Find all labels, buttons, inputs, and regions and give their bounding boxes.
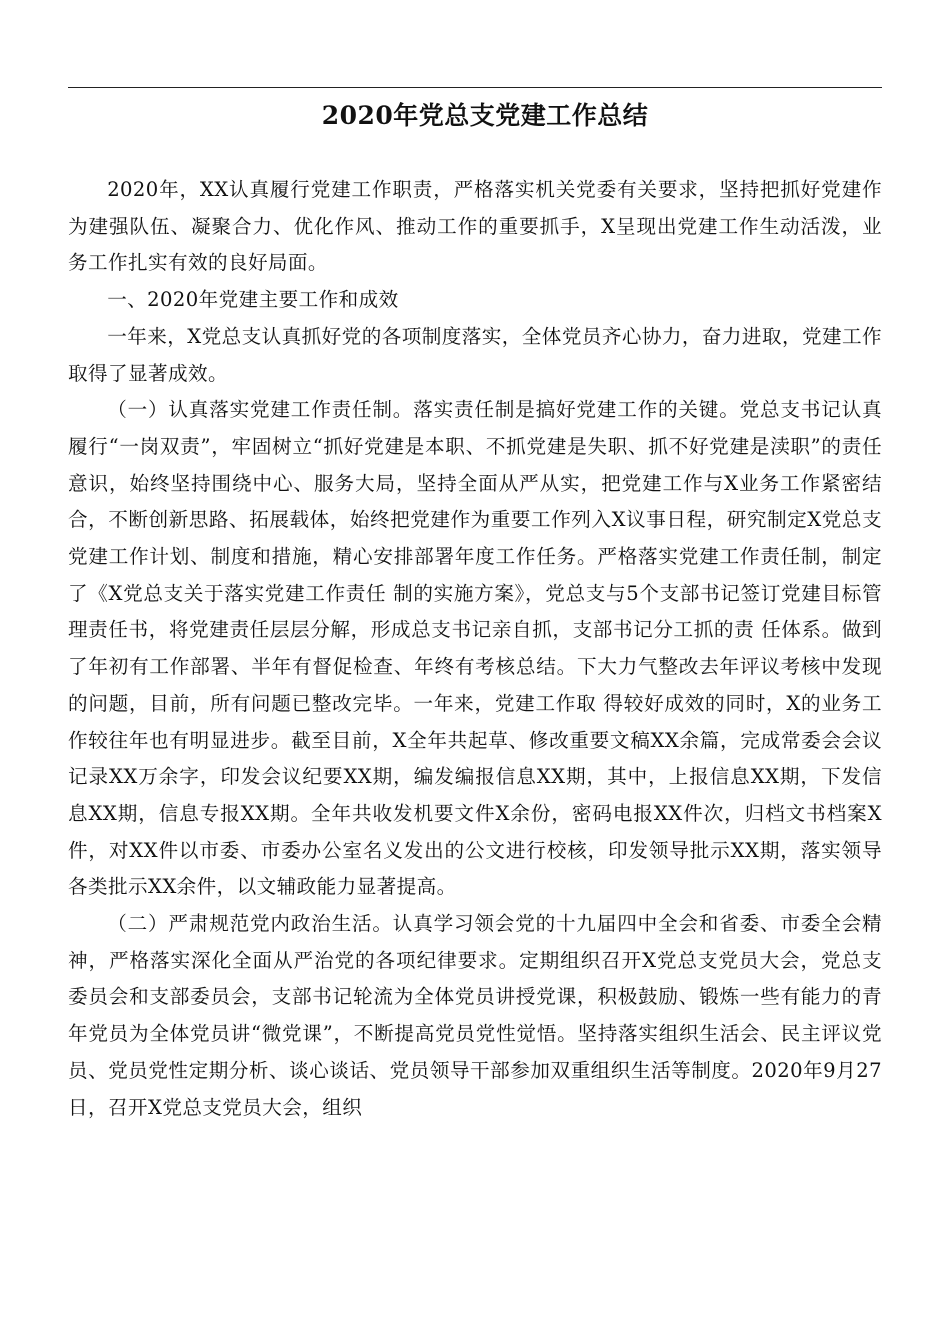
header-rule (68, 87, 882, 88)
intro-paragraph: 2020年，XX认真履行党建工作职责，严格落实机关党委有关要求，坚持把抓好党建作为建强队伍、凝聚合力、优化作风、推动工作的重要抓手，X呈现出党建工作生动活泼，业务工作扎实有效的良好局面。 (68, 178, 882, 275)
section-heading: 一、2020年党建主要工作和成效 (107, 288, 399, 312)
document-body (68, 172, 882, 1126)
political-life-paragraph: （二）严肃规范党内政治生活。认真学习领会党的十九届四中全会和省委、市委全会精神，严格落实深化全面从严治党的各项纪律要求。定期组织召开X党总支党员大会，党总支委员会和支部委员会，支部书记轮流为全体党员讲授党课，积极鼓励、锻炼一些有能力的青年党员为全体党员讲“微党课”，不断提高党员党性觉悟。坚持落实组织生活会、民主评议党员、党员党性定期分析、谈心谈话、党员领导干部参加双重组织生活等制度。2020年9月27日，召开X党总支党员大会，组织 (68, 912, 882, 1119)
responsibility-paragraph: （一）认真落实党建工作责任制。落实责任制是搞好党建工作的关键。党总支书记认真履行“一岗双责”，牢固树立“抓好党建是本职、不抓党建是失职、抓不好党建是渎职”的责任意识，始终坚持围绕中心、服务大局，坚持全面从严从实，把党建工作与X业务工作紧密结合，不断创新思路、拓展载体，始终把党建作为重要工作列入X议事日程，研究制定X党总支党建工作计划、制度和措施，精心安排部署年度工作任务。严格落实党建工作责任制，制定了《X党总支关于落实党建工作责任 制的实施方案》，党总支与5个支部书记签订党建目标管理责任书，将党建责任层层分解，形成总支书记亲自抓，支部书记分工抓的责 任体系。做到了年初有工作部署、半年有督促检查、年终有考核总结。下大力气整改去年评议考核中发现的问题，目前，所有问题已整改完毕。一年来，党建工作取 得较好成效的同时，X的业务工作较往年也有明显进步。截至目前，X全年共起草、修改重要文稿XX余篇，完成常委会会议记录XX万余字，印发会议纪要XX期，编发编报信息XX期，其中，上报信息XX期，下发信息XX期，信息专报XX期。全年共收发机要文件X余份，密码电报XX件次，归档文书档案X件，对XX件以市委、市委办公室名义发出的公文进行校核，印发领导批示XX期，落实领导各类批示XX余件，以文辅政能力显著提高。 (68, 398, 882, 899)
summary-paragraph: 一年来，X党总支认真抓好党的各项制度落实，全体党员齐心协力，奋力进取，党建工作取得了显著成效。 (68, 324, 882, 385)
document-title: 2020年党总支党建工作总结 (321, 101, 649, 130)
